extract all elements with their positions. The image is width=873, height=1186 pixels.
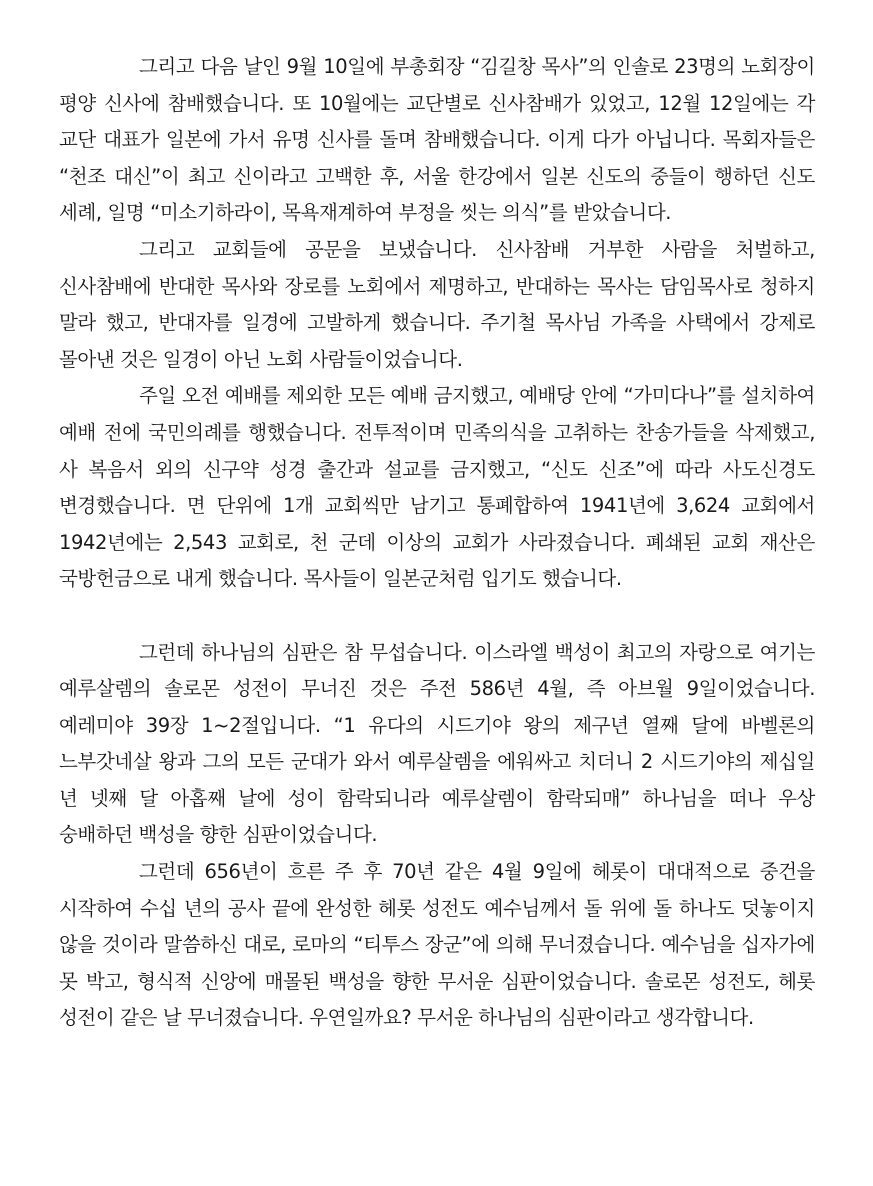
paragraph-gap [59,598,815,635]
paragraph-shinto-worship: 그리고 다음 날인 9월 10일에 부총회장 “김길창 목사”의 인솔로 23명의 노회장이 평양 신사에 참배했습니다. 또 10월에는 교단별로 신사참배가 있었고, 12월 12일에는 각 교단 대표가 일본에 가서 유명 신사를 돌며 참배했습니다. 이게 다가 아닙니다. 목회자들은 “천조 대신”이 최고 신이라고 고백한 후, 서울 한강에서 일본 신도의 중들이 행하던 신도 세례, 일명 “미소기하라이, 목욕재계하여 부정을 씻는 의식”를 받았습니다. [59,55,815,225]
paragraph-solomon-temple: 그런데 하나님의 심판은 참 무섭습니다. 이스라엘 백성이 최고의 자랑으로 여기는 예루살렘의 솔로몬 성전이 무너진 것은 주전 586년 4월, 즉 아브월 9일이었습니다. 예레미야 39장 1~2절입니다. “1 유다의 시드기야 왕의 제구년 열째 달에 바벨론의 느부갓네살 왕과 그의 모든 군대가 와서 예루살렘을 에워싸고 치더니 2 시드기야의 제십일 년 넷째 달 아홉째 날에 성이 함락되니라 예루살렘이 함락되매” 하나님을 떠나 우상 숭배하던 백성을 향한 심판이었습니다. [59,640,815,847]
paragraph-herod-temple: 그런데 656년이 흐른 주 후 70년 같은 4월 9일에 헤롯이 대대적으로 중건을 시작하여 수십 년의 공사 끝에 완성한 헤롯 성전도 예수님께서 돌 위에 돌 하나도 덧놓이지 않을 것이라 말씀하신 대로, 로마의 “티투스 장군”에 의해 무너졌습니다. 예수님을 십자가에 못 박고, 형식적 신앙에 매몰된 백성을 향한 무서운 심판이었습니다. 솔로몬 성전도, 헤롯 성전이 같은 날 무너졌습니다. 우연일까요? 무서운 하나님의 심판이라고 생각합니다. [59,860,815,1030]
paragraph-worship-restrictions: 주일 오전 예배를 제외한 모든 예배 금지했고, 예배당 안에 “가미다나”를 설치하여 예배 전에 국민의례를 행했습니다. 전투적이며 민족의식을 고취하는 찬송가들을 삭제했고, 사 복음서 외의 신구약 성경 출간과 설교를 금지했고, “신도 신조”에 따라 사도신경도 변경했습니다. 면 단위에 1개 교회씩만 남기고 통폐합하여 1941년에 3,624 교회에서 1942년에는 2,543 교회로, 천 군데 이상의 교회가 사라졌습니다. 폐쇄된 교회 재산은 국방헌금으로 내게 했습니다. 목사들이 일본군처럼 입기도 했습니다. [59,384,815,591]
document-body [59,49,815,1037]
paragraph-church-orders: 그리고 교회들에 공문을 보냈습니다. 신사참배 거부한 사람을 처벌하고, 신사참배에 반대한 목사와 장로를 노회에서 제명하고, 반대하는 목사는 담임목사로 청하지 말라 했고, 반대자를 일경에 고발하게 했습니다. 주기철 목사님 가족을 사택에서 강제로 몰아낸 것은 일경이 아닌 노회 사람들이었습니다. [59,237,815,371]
